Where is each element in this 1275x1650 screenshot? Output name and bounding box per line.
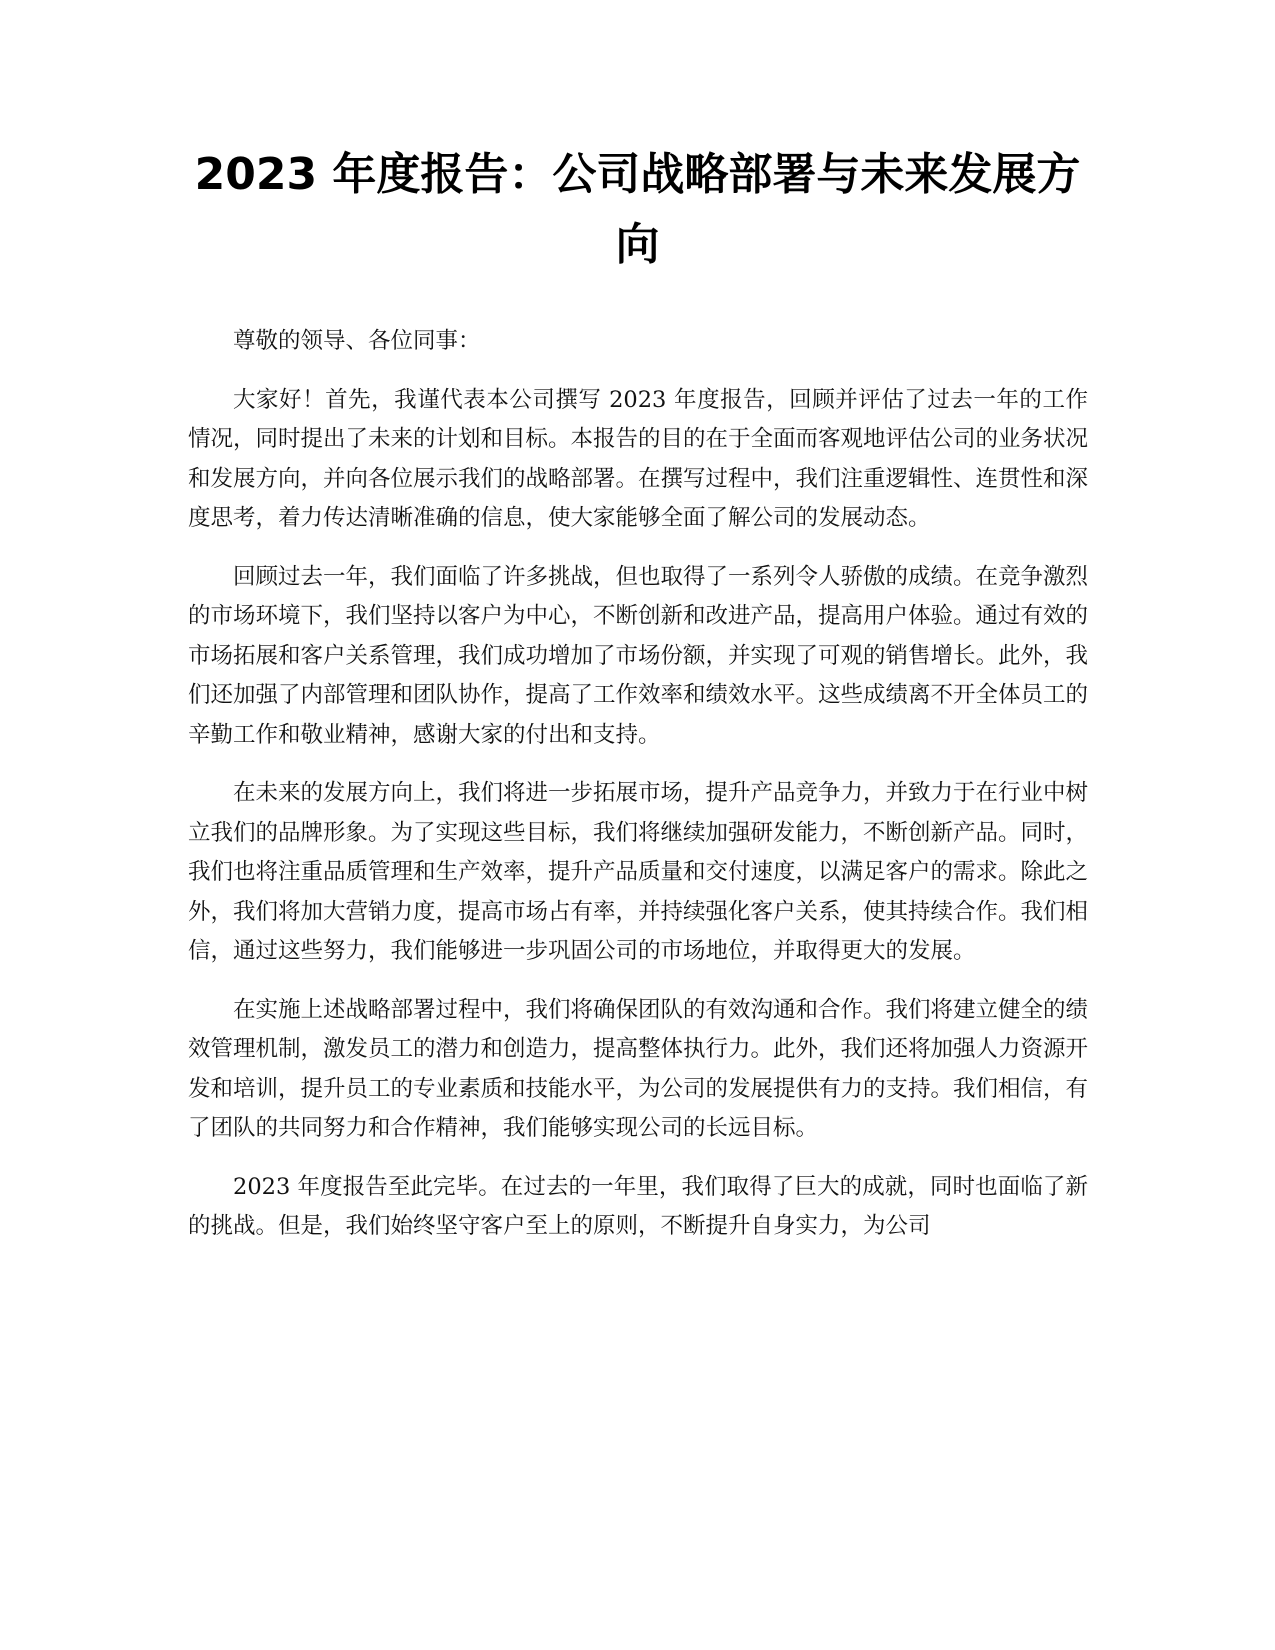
paragraph-3: 在未来的发展方向上，我们将进一步拓展市场，提升产品竞争力，并致力于在行业中树立我们的品牌形象。为了实现这些目标，我们将继续加强研发能力，不断创新产品。同时，我们也将注重品质管理和生产效率，提升产品质量和交付速度，以满足客户的需求。除此之外，我们将加大营销力度，提高市场占有率，并持续强化客户关系，使其持续合作。我们相信，通过这些努力，我们能够进一步巩固公司的市场地位，并取得更大的发展。 [188, 780, 1089, 964]
salutation: 尊敬的领导、各位同事： [233, 328, 481, 354]
paragraph-2: 回顾过去一年，我们面临了许多挑战，但也取得了一系列令人骄傲的成绩。在竞争激烈的市场环境下，我们坚持以客户为中心，不断创新和改进产品，提高用户体验。通过有效的市场拓展和客户关系管理，我们成功增加了市场份额，并实现了可观的销售增长。此外，我们还加强了内部管理和团队协作，提高了工作效率和绩效水平。这些成绩离不开全体员工的辛勤工作和敬业精神，感谢大家的付出和支持。 [188, 563, 1089, 748]
document-title: 2023 年度报告：公司战略部署与未来发展方向 [194, 149, 1081, 270]
paragraph-4: 在实施上述战略部署过程中，我们将确保团队的有效沟通和合作。我们将建立健全的绩效管理机制，激发员工的潜力和创造力，提高整体执行力。此外，我们还将加强人力资源开发和培训，提升员工的专业素质和技能水平，为公司的发展提供有力的支持。我们相信，有了团队的共同努力和合作精神，我们能够实现公司的长远目标。 [188, 996, 1089, 1141]
paragraph-1: 大家好！首先，我谨代表本公司撰写 2023 年度报告，回顾并评估了过去一年的工作情况，同时提出了未来的计划和目标。本报告的目的在于全面而客观地评估公司的业务状况和发展方向，并向各位展示我们的战略部署。在撰写过程中，我们注重逻辑性、连贯性和深度思考，着力传达清晰准确的信息，使大家能够全面了解公司的发展动态。 [188, 386, 1089, 531]
document-body [188, 322, 1088, 1266]
paragraph-5: 2023 年度报告至此完毕。在过去的一年里，我们取得了巨大的成就，同时也面临了新的挑战。但是，我们始终坚守客户至上的原则，不断提升自身实力，为公司 [188, 1173, 1088, 1239]
